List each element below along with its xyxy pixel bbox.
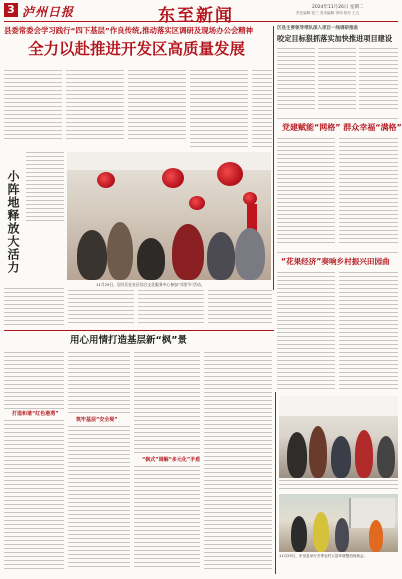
feature-body-col-3: [138, 290, 204, 324]
lead-body-col-1: [4, 70, 62, 140]
window-light: [279, 396, 398, 416]
worker-3: [335, 518, 349, 552]
person-4: [172, 224, 204, 280]
person-2: [107, 222, 133, 280]
worker-1: [291, 516, 307, 552]
right-lower-body-2: [339, 272, 398, 390]
right-lower-body-1: [277, 272, 335, 390]
bottom-body-col-1b: [4, 420, 64, 570]
right-top-body-2: [318, 48, 356, 112]
lead-kicker: 县委常委会学习践行“四下基层”作良传统,推动落实区调研及现场办公会精神: [4, 26, 254, 35]
bottom-body-col-1: [4, 352, 64, 410]
right-mid-body-2: [339, 138, 398, 246]
lead-body-col-3: [128, 70, 186, 140]
feature-vertical-title: 小阵地释放大活力: [6, 170, 20, 274]
section-divider: [4, 330, 274, 331]
right-lower-headline: “花果经济”奏响乡村振兴田园曲: [281, 257, 390, 266]
meeting-photo: [279, 396, 398, 478]
lead-body-col-5: [252, 70, 272, 148]
bottom-sub-1: 打造和谐“红色港湾”: [12, 411, 59, 417]
attendee-5: [377, 436, 395, 478]
masthead-rule: [4, 21, 398, 22]
feature-photo: [67, 152, 271, 280]
right-top-body-3: [359, 48, 398, 112]
masthead: [0, 0, 402, 26]
editor-line: 责任编辑 张三 美术编辑 李四 校对 王五: [296, 11, 360, 15]
column-rule: [273, 26, 274, 290]
person-5: [207, 232, 235, 280]
attendee-1: [287, 432, 307, 478]
feature-body-left: [4, 288, 64, 326]
feature-body-col-4: [208, 290, 272, 324]
newspaper-logo: 泸州日报: [22, 5, 75, 19]
person-6: [235, 228, 265, 280]
bottom-sub-2: 筑牢基层“安全堤”: [76, 417, 118, 423]
section-title: 东至新闻: [158, 6, 234, 26]
bottom-body-col-3b: [134, 466, 200, 570]
date-line: 2024年11月26日 星期二: [312, 5, 364, 10]
feature-body-col-2: [68, 290, 134, 324]
bottom-body-col-2: [68, 352, 130, 414]
bottom-photo-caption: 11月25日，东至县举行冬季农村人居环境整治现场会。: [279, 554, 368, 558]
attendee-2: [309, 426, 327, 478]
lantern-4: [189, 196, 205, 210]
bottom-left-headline: 用心用情打造基层新“枫”景: [70, 335, 187, 346]
worker-4: [369, 520, 383, 552]
meeting-caption-text: [279, 480, 398, 490]
right-top-kicker: 区县主要领导带队深入项目一线调研推进: [277, 26, 358, 31]
right-divider-2: [277, 252, 398, 253]
right-mid-body-1: [277, 138, 335, 246]
bottom-column-rule: [275, 392, 276, 574]
bottom-body-col-2b: [68, 426, 130, 570]
worker-2: [313, 512, 329, 552]
attendee-3: [331, 436, 351, 478]
right-divider-1: [277, 118, 398, 119]
lead-body-col-2: [66, 70, 124, 140]
village-photo: [279, 494, 398, 552]
photo-caption: 11月25日，居民们在社区综合文化服务中心参加“邻里节”活动。: [96, 282, 205, 287]
person-3: [137, 238, 165, 280]
lantern-3: [217, 162, 243, 186]
right-mid-headline: 党建赋能“网格” 群众幸福“满格”: [282, 123, 402, 132]
lantern-1: [97, 172, 115, 188]
lead-headline: 全力以赴推进开发区高质量发展: [28, 40, 246, 58]
attendee-4: [355, 430, 373, 478]
bottom-body-col-4: [204, 352, 272, 570]
person-1: [77, 230, 107, 280]
right-top-body-1: [277, 48, 315, 112]
lead-body-col-4: [190, 70, 248, 148]
feature-intro-text: [26, 152, 64, 222]
right-top-headline: 咬定目标狠抓落实加快推进项目建设: [277, 34, 393, 43]
page-number-badge: [4, 3, 18, 17]
lantern-2: [162, 168, 184, 188]
bottom-body-col-3: [134, 352, 200, 456]
page-number: 3: [7, 3, 15, 16]
bottom-sub-3: “枫式”调解“多元化”矛盾: [142, 457, 201, 463]
